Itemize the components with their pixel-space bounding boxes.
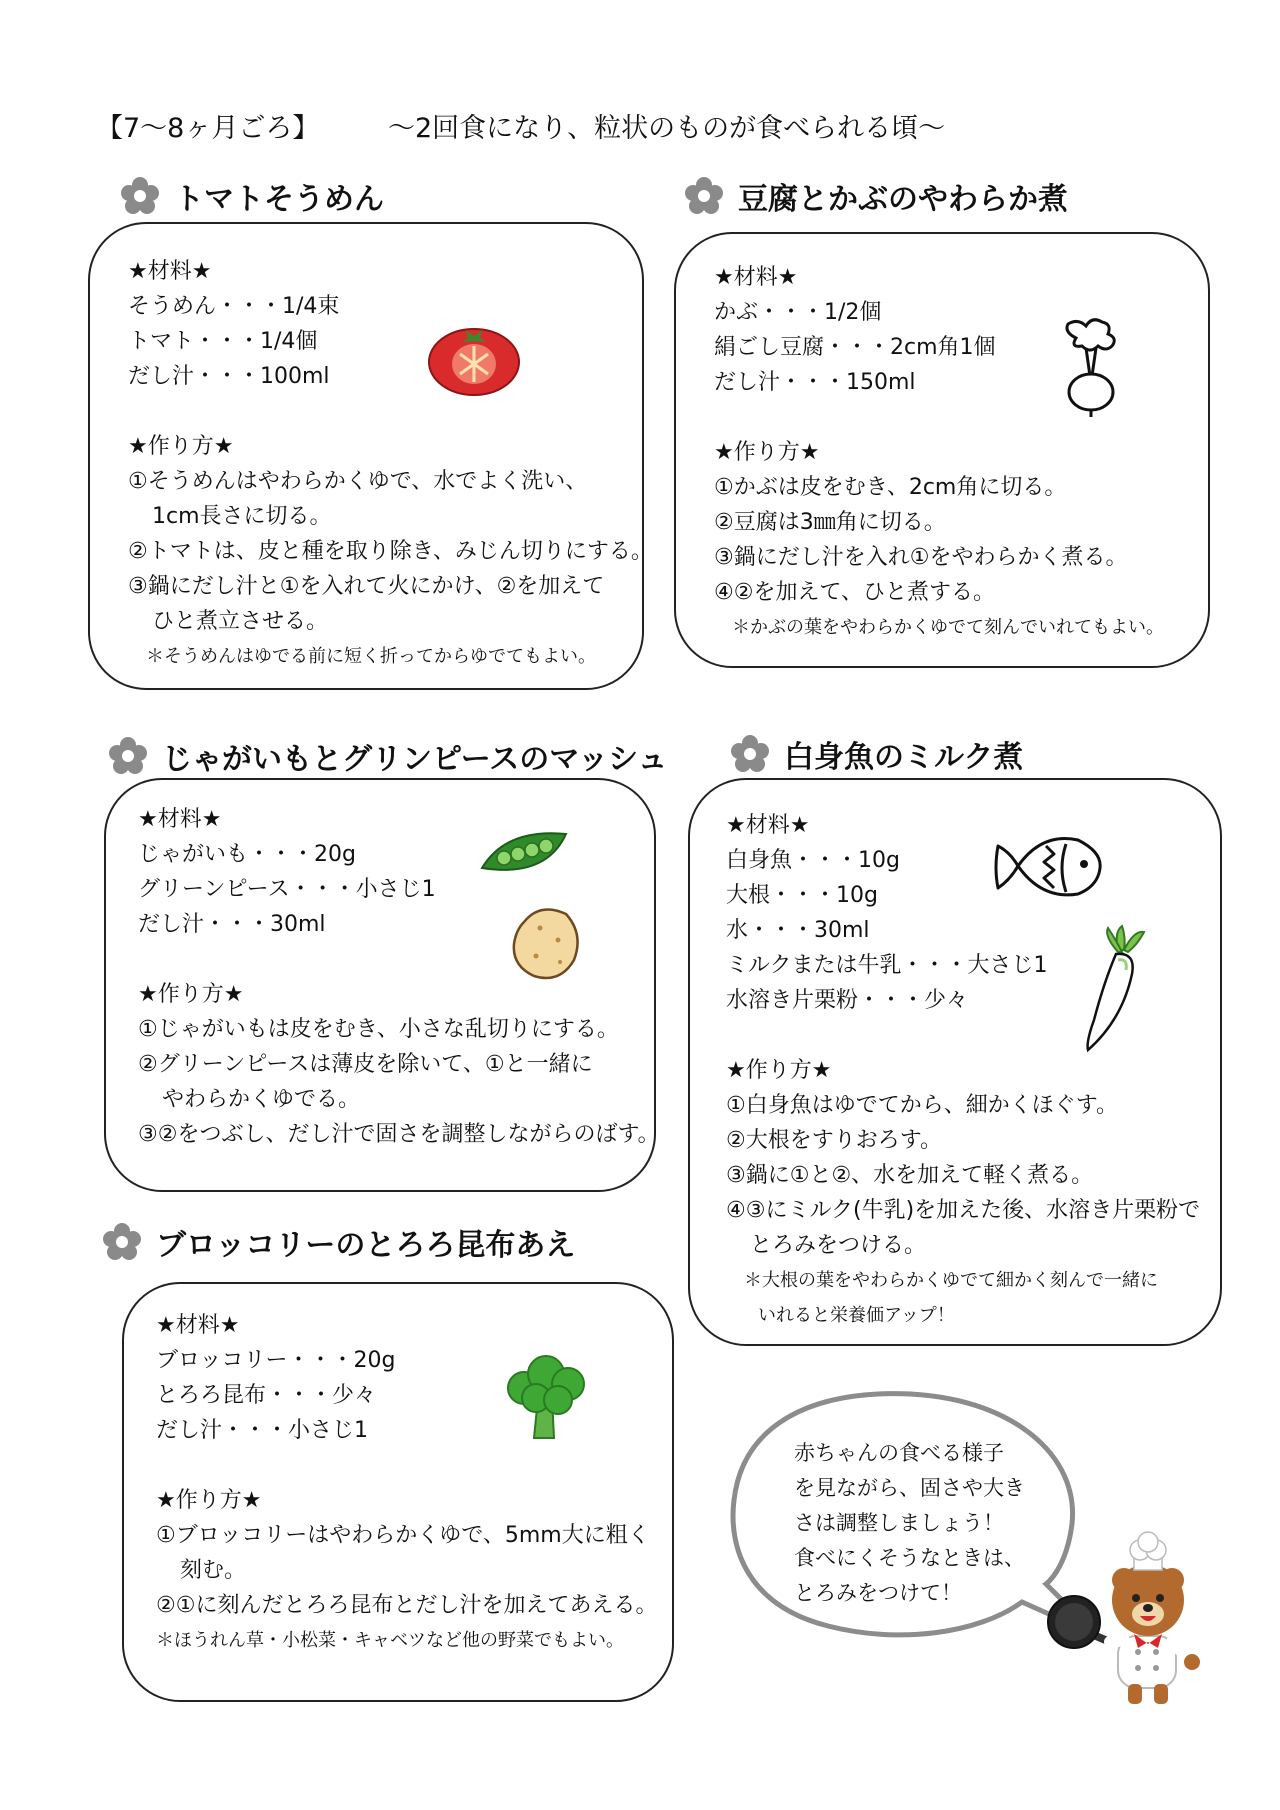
recipe-line: ★材料★ <box>156 1313 240 1338</box>
recipe-line: だし汁・・・100ml <box>128 364 330 389</box>
recipe-line: ミルクまたは牛乳・・・大さじ1 <box>726 953 1048 978</box>
recipe-line: ②大根をすりおろす。 <box>726 1128 942 1153</box>
recipe-line: 1cm長さに切る。 <box>152 504 332 529</box>
recipe-note: いれると栄養価アップ！ <box>758 1305 955 1326</box>
flower-icon <box>684 176 724 216</box>
fish-icon <box>992 832 1104 902</box>
recipe-card-potato-peas <box>104 778 660 1192</box>
recipe-title-tofu-turnip: 豆腐とかぶのやわらか煮 <box>684 174 1068 218</box>
recipe-line: ③②をつぶし、だし汁で固さを調整しながらのばす。 <box>138 1122 660 1147</box>
recipe-line: とろろ昆布・・・少々 <box>156 1383 377 1408</box>
recipe-line: ②トマトは、皮と種を取り除き、みじん切りにする。 <box>128 539 653 564</box>
recipe-line: ①白身魚はゆでてから、細かくほぐす。 <box>726 1093 1118 1118</box>
recipe-line: じゃがいも・・・20g <box>138 842 356 867</box>
recipe-note: ＊大根の葉をやわらかくゆでて細かく刻んで一緒に <box>744 1270 1158 1291</box>
recipe-line: だし汁・・・小さじ1 <box>156 1418 368 1443</box>
recipe-line: ①かぶは皮をむき、2cm角に切る。 <box>714 475 1067 500</box>
recipe-card-tomato <box>88 222 653 690</box>
recipe-line: 絹ごし豆腐・・・2cm角1個 <box>714 335 996 360</box>
recipe-line: トマト・・・1/4個 <box>128 329 318 354</box>
recipe-line: やわらかくゆでる。 <box>162 1087 361 1112</box>
recipe-line: ★材料★ <box>726 813 810 838</box>
recipe-line: ②豆腐は3㎜角に切る。 <box>714 510 946 535</box>
bubble-line: さは調整しましょう！ <box>794 1511 1004 1535</box>
recipe-line: ③鍋にだし汁を入れ①をやわらかく煮る。 <box>714 545 1128 570</box>
recipe-line: ★材料★ <box>128 259 212 284</box>
recipe-line: ★作り方★ <box>138 982 244 1007</box>
recipe-line: ①そうめんはやわらかくゆで、水でよく洗い、 <box>128 469 588 494</box>
recipe-card-tofu-turnip <box>674 232 1210 668</box>
recipe-line: ★材料★ <box>138 807 222 832</box>
flower-icon <box>730 734 770 774</box>
recipe-line: かぶ・・・1/2個 <box>714 300 882 325</box>
recipe-note: ＊そうめんはゆでる前に短く折ってからゆでてもよい。 <box>146 646 596 667</box>
recipe-line: ③鍋にだし汁と①を入れて火にかけ、②を加えて <box>128 574 605 599</box>
bubble-text <box>794 1436 1025 1611</box>
flower-icon <box>102 1222 142 1262</box>
recipe-line: 大根・・・10g <box>726 883 878 908</box>
recipe-line: 水溶き片栗粉・・・少々 <box>726 988 969 1013</box>
bubble-line: 赤ちゃんの食べる様子 <box>794 1441 1004 1465</box>
recipe-line: グリーンピース・・・小さじ1 <box>138 877 436 902</box>
recipe-card-broccoli <box>122 1282 674 1702</box>
recipe-line: ①じゃがいもは皮をむき、小さな乱切りにする。 <box>138 1017 619 1042</box>
recipe-title-potato-peas: じゃがいもとグリンピースのマッシュ <box>108 734 668 778</box>
recipe-card-fish-milk <box>688 778 1222 1346</box>
daikon-icon <box>1078 924 1154 1054</box>
potato-icon <box>510 904 584 984</box>
recipe-line: ★材料★ <box>714 265 798 290</box>
recipe-line: ★作り方★ <box>156 1488 262 1513</box>
recipe-line: ★作り方★ <box>726 1058 832 1083</box>
recipe-line: 刻む。 <box>180 1558 247 1583</box>
recipe-line: ③鍋に①と②、水を加えて軽く煮る。 <box>726 1163 1094 1188</box>
recipe-title-tomato: トマトそうめん <box>120 174 384 218</box>
bubble-line: とろみをつけて！ <box>794 1581 962 1605</box>
recipe-line: だし汁・・・150ml <box>714 370 916 395</box>
recipe-line: ④②を加えて、ひと煮する。 <box>714 580 996 605</box>
recipe-line: ②グリーンピースは薄皮を除いて、①と一緒に <box>138 1052 593 1077</box>
page-header <box>96 106 1196 145</box>
page-subtitle: ～2回食になり、粒状のものが食べられる頃～ <box>387 113 946 144</box>
recipe-line: ④③にミルク(牛乳)を加えた後、水溶き片栗粉で <box>726 1198 1201 1223</box>
broccoli-icon <box>502 1354 592 1440</box>
turnip-icon <box>1056 318 1126 418</box>
recipe-line: だし汁・・・30ml <box>138 912 326 937</box>
recipe-line: ①ブロッコリーはやわらかくゆで、5mm大に粗く <box>156 1523 650 1548</box>
recipe-line: ブロッコリー・・・20g <box>156 1348 396 1373</box>
recipe-lines <box>128 254 653 674</box>
recipe-title-fish-milk: 白身魚のミルク煮 <box>730 732 1023 776</box>
recipe-line: ★作り方★ <box>128 434 234 459</box>
pea-pod-icon <box>476 824 572 884</box>
recipe-line: とろみをつける。 <box>750 1233 927 1258</box>
recipe-lines <box>726 808 1200 1333</box>
recipe-title-broccoli: ブロッコリーのとろろ昆布あえ <box>102 1220 575 1264</box>
chef-bear-icon <box>1040 1528 1220 1708</box>
recipe-line: ②①に刻んだとろろ昆布とだし汁を加えてあえる。 <box>156 1593 658 1618</box>
tomato-icon <box>426 322 522 398</box>
recipe-line: 水・・・30ml <box>726 918 870 943</box>
recipe-line: ★作り方★ <box>714 440 820 465</box>
age-range: 【7～8ヶ月ごろ】 <box>96 113 320 144</box>
flower-icon <box>120 176 160 216</box>
recipe-line: そうめん・・・1/4束 <box>128 294 340 319</box>
flower-icon <box>108 736 148 776</box>
bubble-line: を見ながら、固さや大き <box>794 1476 1025 1500</box>
recipe-line: 白身魚・・・10g <box>726 848 900 873</box>
bubble-line: 食べにくそうなときは、 <box>794 1546 1025 1570</box>
recipe-line: ひと煮立させる。 <box>152 609 329 634</box>
recipe-note: ＊ほうれん草・小松菜・キャベツなど他の野菜でもよい。 <box>156 1630 624 1651</box>
recipe-note: ＊かぶの葉をやわらかくゆでて刻んでいれてもよい。 <box>732 617 1164 638</box>
